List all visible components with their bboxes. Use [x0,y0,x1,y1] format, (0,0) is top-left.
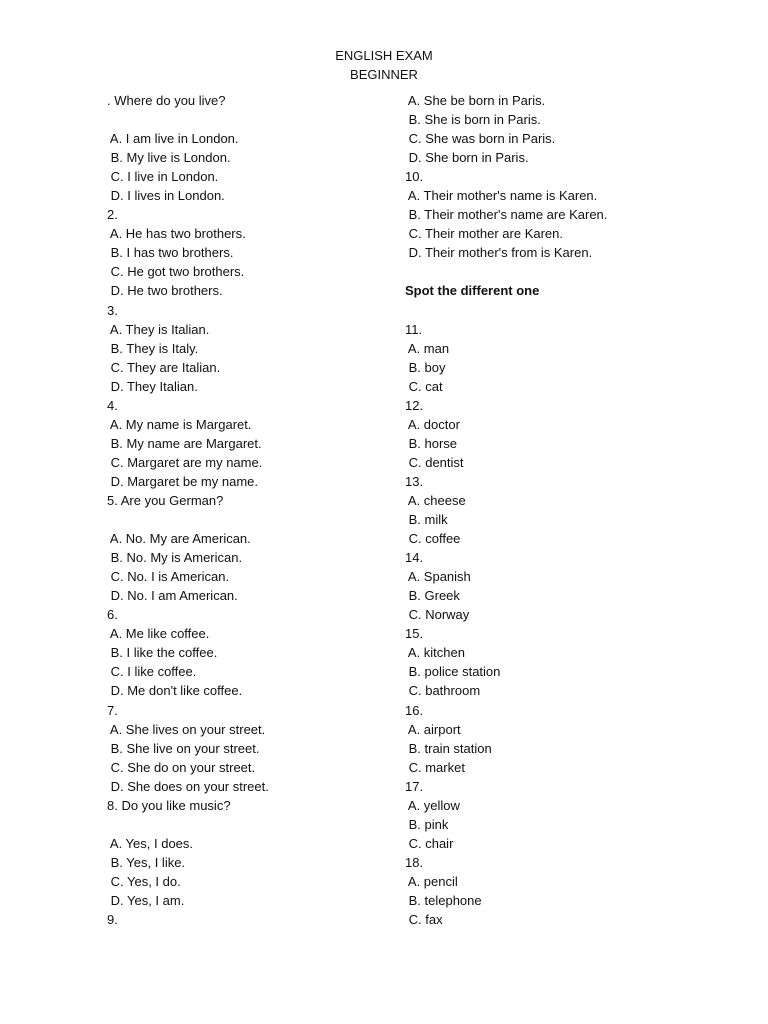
answer-option: D. I lives in London. [107,188,225,204]
question-line: 18. [405,854,424,870]
exam-title: ENGLISH EXAM [335,48,433,63]
answer-option: B. milk [405,512,448,528]
answer-option: A. Their mother's name is Karen. [405,188,598,204]
answer-option: B. train station [405,740,492,756]
answer-option: C. cat [405,378,443,394]
answer-option: D. Their mother's from is Karen. [405,245,593,261]
answer-option: D. She does on your street. [107,778,269,794]
answer-option: B. Yes, I like. [107,854,186,870]
answer-option: A. Spanish [405,569,471,585]
answer-option: C. fax [405,912,443,928]
question-line: 13. [405,473,424,489]
answer-option: A. kitchen [405,645,465,661]
answer-option: B. My live is London. [107,150,231,166]
right-column [405,91,745,929]
answer-option: A. No. My are American. [107,531,251,547]
answer-option: D. No. I am American. [107,588,238,604]
answer-option: A. man [405,340,450,356]
answer-option: C. coffee [405,531,461,547]
answer-option: C. She do on your street. [107,759,256,775]
exam-header [0,46,768,84]
left-column [107,91,387,929]
question-line: 11. [405,321,423,337]
answer-option: A. She lives on your street. [107,721,266,737]
answer-option: C. bathroom [405,683,481,699]
question-line: 8. Do you like music? [107,797,231,813]
answer-option: C. Norway [405,607,470,623]
question-line: 4. [107,397,118,413]
answer-option: A. He has two brothers. [107,226,246,242]
answer-option: C. They are Italian. [107,359,221,375]
question-line: 12. [405,397,424,413]
blank-line [405,262,745,281]
question-line: 9. [107,912,118,928]
answer-option: D. Yes, I am. [107,892,185,908]
answer-option: C. dentist [405,454,464,470]
question-line: 16. [405,702,424,718]
answer-option: B. My name are Margaret. [107,435,262,451]
question-line: 10. [405,169,424,185]
answer-option: A. I am live in London. [107,131,239,147]
blank-line [107,510,387,529]
answer-option: B. I has two brothers. [107,245,234,261]
question-line: 7. [107,702,118,718]
answer-option: A. cheese [405,492,466,508]
question-line: 6. [107,607,118,623]
answer-option: C. He got two brothers. [107,264,245,280]
question-line: 5. Are you German? [107,492,224,508]
answer-option: B. police station [405,664,501,680]
answer-option: C. Margaret are my name. [107,454,263,470]
question-line: 14. [405,550,424,566]
blank-line [405,301,745,320]
answer-option: A. They is Italian. [107,321,210,337]
answer-option: A. airport [405,721,461,737]
answer-option: D. She born in Paris. [405,150,529,166]
answer-option: C. market [405,759,465,775]
blank-line [107,815,387,834]
answer-option: D. Me don't like coffee. [107,683,243,699]
answer-option: B. No. My is American. [107,550,243,566]
answer-option: A. pencil [405,873,458,889]
answer-option: C. She was born in Paris. [405,131,556,147]
answer-option: C. Their mother are Karen. [405,226,563,242]
question-line: 15. [405,626,424,642]
answer-option: D. Margaret be my name. [107,473,258,489]
question-line: 2. [107,207,118,223]
answer-option: C. I live in London. [107,169,219,185]
answer-option: B. She live on your street. [107,740,260,756]
section-heading: Spot the different one [405,283,540,299]
question-line: 3. [107,302,118,318]
answer-option: D. They Italian. [107,378,198,394]
answer-option: C. Yes, I do. [107,873,181,889]
answer-option: B. I like the coffee. [107,645,218,661]
answer-option: A. Me like coffee. [107,626,210,642]
exam-level: BEGINNER [350,67,418,82]
question-line: 17. [405,778,424,794]
answer-option: B. boy [405,359,446,375]
answer-option: B. Greek [405,588,460,604]
answer-option: A. Yes, I does. [107,835,194,851]
answer-option: A. doctor [405,416,460,432]
answer-option: D. He two brothers. [107,283,223,299]
answer-option: C. I like coffee. [107,664,197,680]
answer-option: B. telephone [405,892,482,908]
question-line: . Where do you live? [107,93,226,108]
answer-option: C. chair [405,835,454,851]
answer-option: B. Their mother's name are Karen. [405,207,608,223]
blank-line [107,110,387,129]
answer-option: B. She is born in Paris. [405,112,541,128]
answer-option: A. yellow [405,797,460,813]
answer-option: C. No. I is American. [107,569,230,585]
answer-option: A. My name is Margaret. [107,416,252,432]
answer-option: B. They is Italy. [107,340,199,356]
answer-option: B. horse [405,435,458,451]
answer-option: A. She be born in Paris. [405,93,546,108]
answer-option: B. pink [405,816,449,832]
